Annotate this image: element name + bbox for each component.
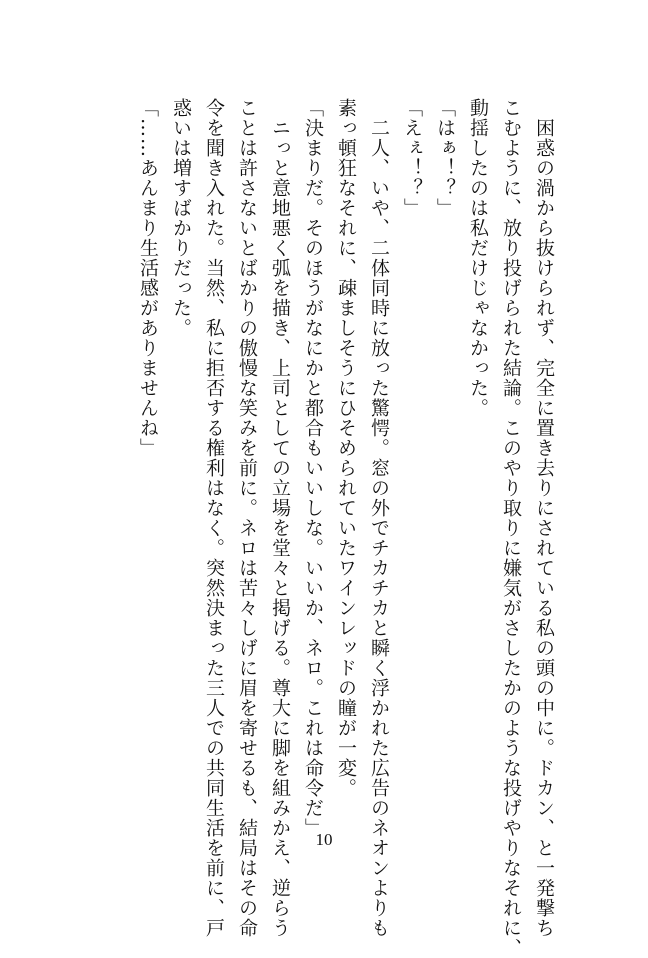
text-line: こむように、放り投げられた結論。このやり取りに嫌気がさしたかのような投げやりなそれに、 (500, 98, 522, 958)
text-line: 困惑の渦から抜けられず、完全に置き去りにされている私の頭の中に。ドカン、と一発撃ち (533, 98, 555, 938)
dialogue-line: 「えぇ！？」 (401, 98, 423, 218)
dialogue-line: 「決まりだ。そのほうがなにかと都合もいいしな。いいか、ネロ。これは命令だ」 (302, 98, 324, 838)
dialogue-line: 「……あんまり生活感がありませんね」 (137, 98, 159, 458)
text-line: ことは許さないとばかりの傲慢な笑みを前に。ネロは苦々しげに眉を寄せるも、結局はその命 (236, 98, 258, 938)
text-line: ニっと意地悪く弧を描き、上司としての立場を堂々と掲げる。尊大に脚を組みかえ、逆らう (269, 98, 291, 938)
text-line: 惑いは増すばかりだった。 (170, 98, 192, 338)
text-line: 二人、いや、二体同時に放った驚愕。窓の外でチカチカと瞬く浮かれた広告のネオンよりも (368, 98, 390, 938)
page-number: 10 (315, 830, 333, 849)
text-line: 動揺したのは私だけじゃなかった。 (467, 98, 489, 418)
dialogue-line: 「はぁ！？」 (434, 98, 456, 218)
text-line: 令を聞き入れた。当然、私に拒否する権利はなく。突然決まった三人での共同生活を前に、戸 (203, 98, 225, 938)
text-line: 素っ頓狂なそれに、疎ましそうにひそめられていたワインレッドの瞳が一変。 (335, 98, 357, 798)
